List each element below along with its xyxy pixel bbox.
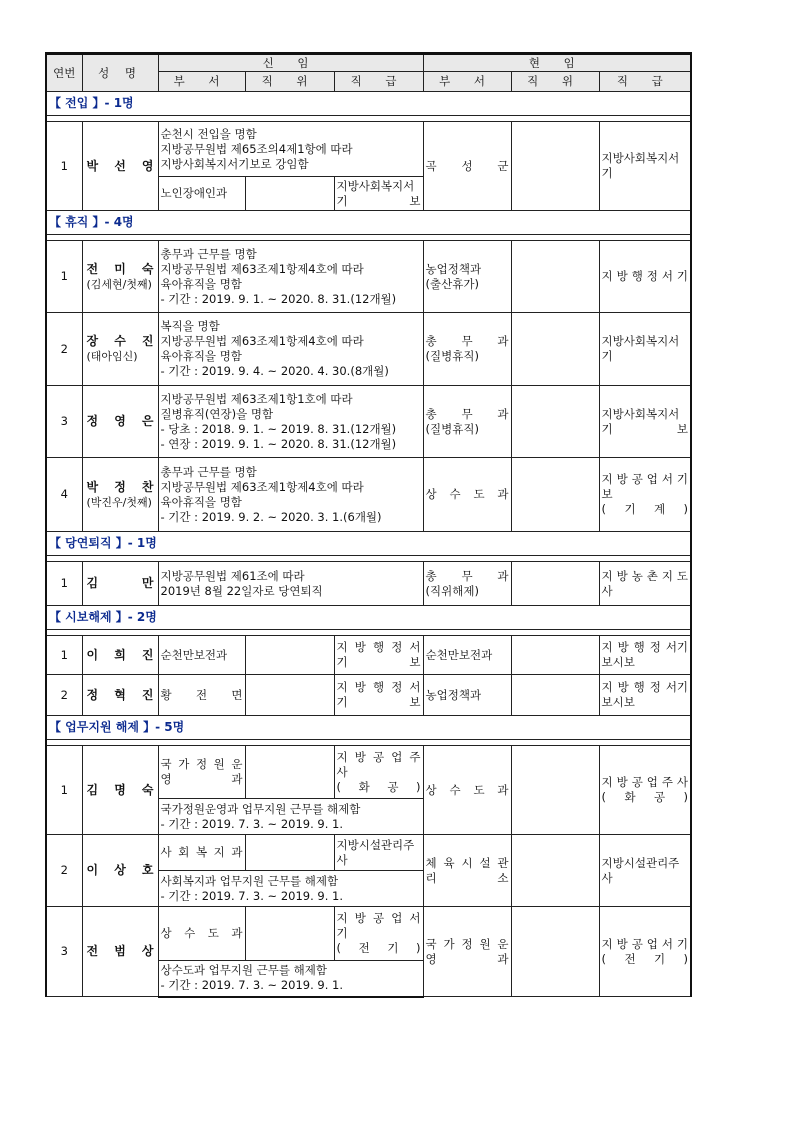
new-dept: 상 수 도 과 xyxy=(158,907,245,961)
section-title-leave: 【 휴직 】- 4명 xyxy=(46,211,691,235)
new-dept: 황 전 면 xyxy=(158,675,245,716)
new-position xyxy=(245,907,334,961)
current-dept: 농업정책과 xyxy=(423,675,511,716)
order-description: 지방공무원법 제63조제1항1호에 따라 질병휴직(연장)을 명함 - 당초 : 2018. 9. 1. ~ 2019. 8. 31.(12개월) - 연장 : 2019. 9. 1. ~ 2020. 8. 31.(12개월) xyxy=(158,386,423,458)
new-grade: 지 방 공 업 주 사 ( 화 공 ) xyxy=(334,746,423,799)
order-description: 총무과 근무를 명함 지방공무원법 제63조제1항제4호에 따라 육아휴직을 명함 - 기간 : 2019. 9. 1. ~ 2020. 8. 31.(12개월) xyxy=(158,241,423,313)
current-dept: 상 수 도 과 xyxy=(423,458,511,532)
current-position xyxy=(511,562,599,606)
current-position xyxy=(511,746,599,835)
section-title-transfer-in: 【 전입 】- 1명 xyxy=(46,92,691,116)
col-no-header: 연번 xyxy=(46,54,82,92)
new-post-header: 신 임 xyxy=(158,54,423,72)
cur-dept-header: 부 서 xyxy=(423,72,511,92)
current-position xyxy=(511,386,599,458)
order-description: 총무과 근무를 명함 지방공무원법 제63조제1항제4호에 따라 육아휴직을 명함 - 기간 : 2019. 9. 2. ~ 2020. 3. 1.(6개월) xyxy=(158,458,423,532)
row-number: 1 xyxy=(46,636,82,675)
current-grade: 지방시설관리주 사 xyxy=(599,835,691,907)
current-grade: 지방사회복지서 기 xyxy=(599,313,691,386)
new-dept: 국 가 정 원 운 영 과 xyxy=(158,746,245,799)
row-number: 2 xyxy=(46,313,82,386)
current-position xyxy=(511,122,599,211)
row-number: 2 xyxy=(46,835,82,907)
current-post-header: 현 임 xyxy=(423,54,691,72)
row-number: 1 xyxy=(46,241,82,313)
new-dept: 순천만보전과 xyxy=(158,636,245,675)
person-name: 박 정 찬 (박진우/첫째) xyxy=(82,458,158,532)
person-name: 이 상 호 xyxy=(82,835,158,907)
order-description: 순천시 전입을 명함 지방공무원법 제65조의4제1항에 따라 지방사회복지서기보로 강임함 xyxy=(158,122,423,177)
current-dept: 상 수 도 과 xyxy=(423,746,511,835)
person-name: 김 명 숙 xyxy=(82,746,158,835)
row-number: 3 xyxy=(46,386,82,458)
person-name: 정 혁 진 xyxy=(82,675,158,716)
current-dept: 체 육 시 설 관 리 소 xyxy=(423,835,511,907)
current-dept: 순천만보전과 xyxy=(423,636,511,675)
person-name: 정 영 은 xyxy=(82,386,158,458)
person-name: 이 희 진 xyxy=(82,636,158,675)
order-description: 상수도과 업무지원 근무를 해제함 - 기간 : 2019. 7. 3. ~ 2019. 9. 1. xyxy=(158,961,423,997)
person-name: 전 미 숙 (김세현/첫째) xyxy=(82,241,158,313)
new-grade-header: 직 급 xyxy=(334,72,423,92)
current-position xyxy=(511,907,599,997)
new-position xyxy=(245,746,334,799)
current-position xyxy=(511,241,599,313)
row-number: 4 xyxy=(46,458,82,532)
current-position xyxy=(511,458,599,532)
new-grade: 지 방 공 업 서 기 ( 전 기 ) xyxy=(334,907,423,961)
person-name: 전 범 상 xyxy=(82,907,158,997)
new-dept-header: 부 서 xyxy=(158,72,245,92)
row-number: 3 xyxy=(46,907,82,997)
current-position xyxy=(511,675,599,716)
personnel-document xyxy=(45,52,690,998)
current-position xyxy=(511,636,599,675)
current-grade: 지방사회복지서 기 보 xyxy=(599,386,691,458)
new-dept: 노인장애인과 xyxy=(158,177,245,211)
current-grade: 지방사회복지서 기 xyxy=(599,122,691,211)
order-description: 사회복지과 업무지원 근무를 해제함 - 기간 : 2019. 7. 3. ~ 2019. 9. 1. xyxy=(158,871,423,907)
order-description: 지방공무원법 제61조에 따라 2019년 8월 22일자로 당연퇴직 xyxy=(158,562,423,606)
new-position xyxy=(245,636,334,675)
person-name: 김 만 xyxy=(82,562,158,606)
current-grade: 지 방 공 업 주 사 ( 화 공 ) xyxy=(599,746,691,835)
person-name: 장 수 진 (태아임신) xyxy=(82,313,158,386)
section-title-retirement: 【 당연퇴직 】- 1명 xyxy=(46,532,691,556)
current-grade: 지 방 공 업 서 기 ( 전 기 ) xyxy=(599,907,691,997)
section-title-probation-end: 【 시보해제 】- 2명 xyxy=(46,606,691,630)
new-position xyxy=(245,177,334,211)
row-number: 1 xyxy=(46,746,82,835)
row-number: 1 xyxy=(46,122,82,211)
current-dept: 총 무 과 (직위해제) xyxy=(423,562,511,606)
current-dept: 총 무 과 (질병휴직) xyxy=(423,386,511,458)
cur-position-header: 직 위 xyxy=(511,72,599,92)
order-description: 복직을 명함 지방공무원법 제63조제1항제4호에 따라 육아휴직을 명함 - 기간 : 2019. 9. 4. ~ 2020. 4. 30.(8개월) xyxy=(158,313,423,386)
current-grade: 지 방 행 정 서기보시보 xyxy=(599,636,691,675)
current-dept: 국 가 정 원 운 영 과 xyxy=(423,907,511,997)
personnel-table xyxy=(45,52,692,998)
current-position xyxy=(511,313,599,386)
new-position-header: 직 위 xyxy=(245,72,334,92)
current-grade: 지 방 행 정 서 기 xyxy=(599,241,691,313)
new-grade: 지 방 행 정 서 기 보 xyxy=(334,675,423,716)
row-number: 1 xyxy=(46,562,82,606)
person-name: 박 선 영 xyxy=(82,122,158,211)
new-grade: 지방사회복지서 기 보 xyxy=(334,177,423,211)
current-dept: 총 무 과 (질병휴직) xyxy=(423,313,511,386)
row-number: 2 xyxy=(46,675,82,716)
new-position xyxy=(245,835,334,871)
current-dept: 농업정책과 (출산휴가) xyxy=(423,241,511,313)
new-grade: 지 방 행 정 서 기 보 xyxy=(334,636,423,675)
new-dept: 사 회 복 지 과 xyxy=(158,835,245,871)
col-name-header: 성 명 xyxy=(82,54,158,92)
current-grade: 지 방 농 촌 지 도 사 xyxy=(599,562,691,606)
current-position xyxy=(511,835,599,907)
current-dept: 곡 성 군 xyxy=(423,122,511,211)
cur-grade-header: 직 급 xyxy=(599,72,691,92)
current-grade: 지 방 행 정 서기보시보 xyxy=(599,675,691,716)
order-description: 국가정원운영과 업무지원 근무를 해제함 - 기간 : 2019. 7. 3. ~ 2019. 9. 1. xyxy=(158,799,423,835)
current-grade: 지 방 공 업 서 기 보 ( 기 계 ) xyxy=(599,458,691,532)
section-title-support-end: 【 업무지원 해제 】- 5명 xyxy=(46,716,691,740)
new-grade: 지방시설관리주 사 xyxy=(334,835,423,871)
new-position xyxy=(245,675,334,716)
